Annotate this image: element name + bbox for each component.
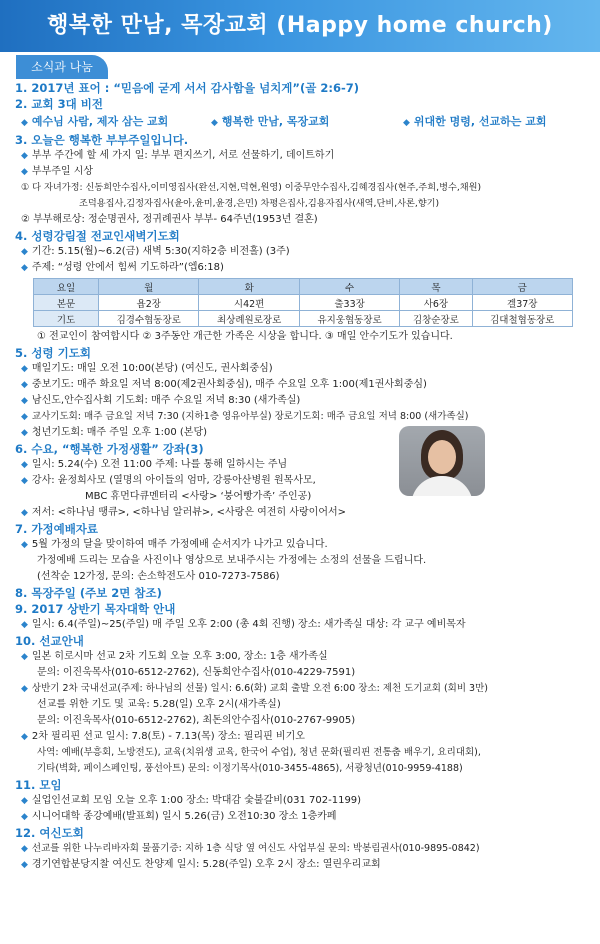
- list-item: [15, 537, 590, 553]
- list-item: 선교를 위한 기도 및 교육: 5.28(일) 오후 2시(새가족실): [37, 699, 281, 710]
- table-label: 기도: [34, 311, 99, 327]
- list-item: 문의: 이진욱목사(010-6512-2762), 최돈의안수집사(010-2767-9905): [37, 715, 356, 726]
- vision-2-text: 행복한 만남, 목장교회: [221, 115, 330, 128]
- vision-1: [21, 112, 211, 133]
- table-cell: 욥2장: [99, 295, 199, 311]
- list-item: 기타(벽화, 페이스페인팅, 풍선아트) 문의: 이정기목사(010-3455-4865), 서광청년(010-9959-4188): [37, 763, 463, 774]
- section-tab: 소식과 나눔: [16, 55, 108, 79]
- list-item: 사역: 예배(부흥회, 노방전도), 교육(치위생 교육, 한국어 수업), 청년 문화(필리핀 전통춤 배우기, 요리대회),: [37, 747, 481, 758]
- item-text: 매일기도: 매일 오전 10:00(본당) (여신도, 권사회중심): [31, 363, 273, 374]
- item-text: 시니어대학 종강예배(발표회) 일시 5.26(금) 오전10:30 장소 1층카페: [31, 811, 337, 822]
- diamond-icon: ◆: [211, 118, 218, 128]
- item-text: 강사: 윤정희사모 (열명의 아이들의 엄마, 강릉아산병원 원목사모,: [31, 475, 316, 486]
- item-text: 상반기 2차 국내선교(주제: 하나님의 선물) 일시: 6.6(화) 교회 출발 오전 6:00 장소: 제천 도기교회 (회비 3만): [31, 683, 488, 694]
- diamond-icon: ◆: [21, 412, 28, 422]
- vision-1-text: 예수님 사람, 제자 삼는 교회: [31, 115, 169, 128]
- section-8-title: 8. 목장주일 (주보 2면 참조): [15, 586, 162, 600]
- list-item: [15, 377, 590, 393]
- list-item: [15, 148, 590, 164]
- table-cell: 김대철협동장로: [472, 311, 573, 327]
- section-4-title: 4. 성령강림절 전교인새벽기도회: [15, 229, 180, 243]
- list-item: MBC 휴먼다큐멘터리 <사랑> ‘붕어빵가족’ 주인공): [85, 491, 312, 502]
- section-3-title: 3. 오늘은 행복한 부부주일입니다.: [15, 133, 189, 147]
- diamond-icon: ◆: [21, 540, 28, 550]
- list-item: 조덕용집사,김정자집사(윤아,윤미,윤경,은민) 차평은집사,김용자집사(새역,단비,사론,향기): [79, 198, 440, 209]
- list-item: ② 부부해로상: 정순명권사, 정귀례권사 부부- 64주년(1953년 결혼): [21, 214, 318, 225]
- table-cell: 사6장: [400, 295, 472, 311]
- diamond-icon: ◆: [21, 508, 28, 518]
- table-cell: 금: [472, 279, 573, 295]
- table-row: [34, 295, 573, 311]
- section-2-title: 2. 교회 3대 비전: [15, 97, 103, 111]
- table-cell: 출33장: [299, 295, 399, 311]
- vision-3: [403, 112, 546, 133]
- item-text: 일시: 6.4(주일)~25(주일) 매 주일 오후 2:00 (총 4회 진행) 장소: 새가족실 대상: 각 교구 예비목자: [31, 619, 466, 630]
- diamond-icon: ◆: [21, 620, 28, 630]
- vision-row: [15, 112, 590, 132]
- list-item: [15, 361, 590, 377]
- list-item: [15, 809, 590, 825]
- vision-2: [211, 112, 403, 133]
- item-text: 기간: 5.15(월)~6.2(금) 새벽 5:30(지하2층 비전홀) (3주): [31, 246, 290, 257]
- section-10-title: 10. 선교안내: [15, 634, 84, 648]
- list-item: [15, 729, 590, 745]
- section-6-title: 6. 수요, “행복한 가정생활” 강좌(3): [15, 442, 204, 456]
- item-text: 실업인선교회 모임 오늘 오후 1:00 장소: 박대감 숯불갈비(031 702-1199): [31, 795, 362, 806]
- section-5-title: 5. 성령 기도회: [15, 346, 91, 360]
- list-item: [15, 164, 590, 180]
- section-11-title: 11. 모임: [15, 778, 62, 792]
- vision-3-text: 위대한 명령, 선교하는 교회: [413, 115, 547, 128]
- list-item: 가정예배 드리는 모습을 사진이나 영상으로 보내주시는 가정에는 소정의 선물을 드립니다.: [37, 555, 427, 566]
- diamond-icon: ◆: [21, 460, 28, 470]
- diamond-icon: ◆: [21, 380, 28, 390]
- item-text: 저서: <하나님 땡큐>, <하나님 알러뷰>, <사랑은 여전히 사랑이어서>: [31, 507, 347, 518]
- diamond-icon: ◆: [21, 247, 28, 257]
- list-item: [15, 857, 590, 873]
- list-item: [15, 473, 590, 489]
- table-cell: 시42편: [199, 295, 299, 311]
- diamond-icon: ◆: [21, 428, 28, 438]
- item-text: 청년기도회: 매주 주일 오후 1:00 (본당): [31, 427, 208, 438]
- item-text: 남신도,안수집사회 기도회: 매주 수요일 저녁 8:30 (새가족실): [31, 395, 301, 406]
- table-cell: 겔37장: [472, 295, 573, 311]
- diamond-icon: ◆: [21, 652, 28, 662]
- list-item: [15, 841, 590, 857]
- item-text: 부부주일 시상: [31, 166, 94, 177]
- diamond-icon: ◆: [21, 151, 28, 161]
- list-item: [15, 260, 590, 276]
- table-cell: 월: [99, 279, 199, 295]
- header-banner: [0, 0, 600, 52]
- diamond-icon: ◆: [21, 118, 28, 128]
- item-text: 부부 주간에 할 세 가지 일: 부부 편지쓰기, 서로 선물하기, 데이트하기: [31, 150, 335, 161]
- table-cell: 화: [199, 279, 299, 295]
- item-text: 2차 필리핀 선교 일시: 7.8(토) - 7.13(목) 장소: 필리핀 비기오: [31, 731, 305, 742]
- section-9-title: 9. 2017 상반기 목자대학 안내: [15, 602, 176, 616]
- list-item: [15, 617, 590, 633]
- diamond-icon: ◆: [21, 396, 28, 406]
- diamond-icon: ◆: [21, 844, 28, 854]
- diamond-icon: ◆: [21, 732, 28, 742]
- section-12-title: 12. 여신도회: [15, 826, 84, 840]
- page-title: 행복한 만남, 목장교회 (Happy home church): [47, 13, 553, 38]
- table-row: [34, 279, 573, 295]
- list-item: [15, 793, 590, 809]
- item-text: 중보기도: 매주 화요일 저녁 8:00(제2권사회중심), 매주 수요일 오후 1:00(제1권사회중심): [31, 379, 427, 390]
- item-text: 5월 가정의 달을 맞이하여 매주 가정예배 순서지가 나가고 있습니다.: [31, 539, 328, 550]
- diamond-icon: ◆: [403, 118, 410, 128]
- list-item: [15, 505, 590, 521]
- item-text: 일본 히로시마 선교 2차 기도회 오늘 오후 3:00, 장소: 1층 새가족실: [31, 651, 328, 662]
- list-item: [15, 409, 590, 425]
- list-item: ① 다 자녀가정: 신동희안수집사,이미영집사(완선,지현,덕현,원영) 이중무안수집사,김혜경집사(현주,주희,병수,채원): [21, 182, 482, 193]
- table-cell: 김경수협동장로: [99, 311, 199, 327]
- list-item: ① 전교인이 참여합시다 ② 3주동안 개근한 가족은 시상을 합니다. ③ 매일 안수기도가 있습니다.: [37, 331, 453, 342]
- list-item: [15, 244, 590, 260]
- list-item: [15, 393, 590, 409]
- diamond-icon: ◆: [21, 476, 28, 486]
- diamond-icon: ◆: [21, 263, 28, 273]
- diamond-icon: ◆: [21, 167, 28, 177]
- table-cell: 최상례원로장로: [199, 311, 299, 327]
- item-text: 일시: 5.24(수) 오전 11:00 주제: 나를 통해 일하시는 주님: [31, 459, 288, 470]
- table-cell: 목: [400, 279, 472, 295]
- diamond-icon: ◆: [21, 860, 28, 870]
- table-label: 요일: [34, 279, 99, 295]
- news-content: [15, 80, 590, 873]
- list-item: (선착순 12가정, 문의: 손소학전도사 010-7273-7586): [37, 571, 280, 582]
- item-text: 교사기도회: 매주 금요일 저녁 7:30 (지하1층 영유아부실) 장로기도회: 매주 금요일 저녁 8:00 (새가족실): [31, 411, 469, 422]
- list-item: [15, 425, 590, 441]
- diamond-icon: ◆: [21, 796, 28, 806]
- section-7-title: 7. 가정예배자료: [15, 522, 99, 536]
- list-item: [15, 681, 590, 697]
- item-text: 선교를 위한 나누리바자회 물품기증: 지하 1층 식당 옆 여신도 사업부실 문의: 박봉림권사(010-9895-0842): [31, 843, 480, 854]
- table-label: 본문: [34, 295, 99, 311]
- list-item: [15, 457, 590, 473]
- table-cell: 김창순장로: [400, 311, 472, 327]
- list-item: [15, 649, 590, 665]
- item-text: 경기연합분당지찰 여신도 찬양제 일시: 5.28(주일) 오후 2시 장소: 열린우리교회: [31, 859, 381, 870]
- item-text: 주제: “성령 안에서 힘써 기도하라”(엡6:18): [31, 262, 224, 273]
- list-item: 문의: 이진욱목사(010-6512-2762), 신동희안수집사(010-4229-7591): [37, 667, 356, 678]
- table-cell: 수: [299, 279, 399, 295]
- prayer-schedule-table: [33, 278, 573, 327]
- diamond-icon: ◆: [21, 364, 28, 374]
- diamond-icon: ◆: [21, 684, 28, 694]
- diamond-icon: ◆: [21, 812, 28, 822]
- table-cell: 유지웅협동장로: [299, 311, 399, 327]
- section-1-title: 1. 2017년 표어 : “믿음에 굳게 서서 감사함을 넘치게”(골 2:6-7): [15, 81, 359, 95]
- table-row: [34, 311, 573, 327]
